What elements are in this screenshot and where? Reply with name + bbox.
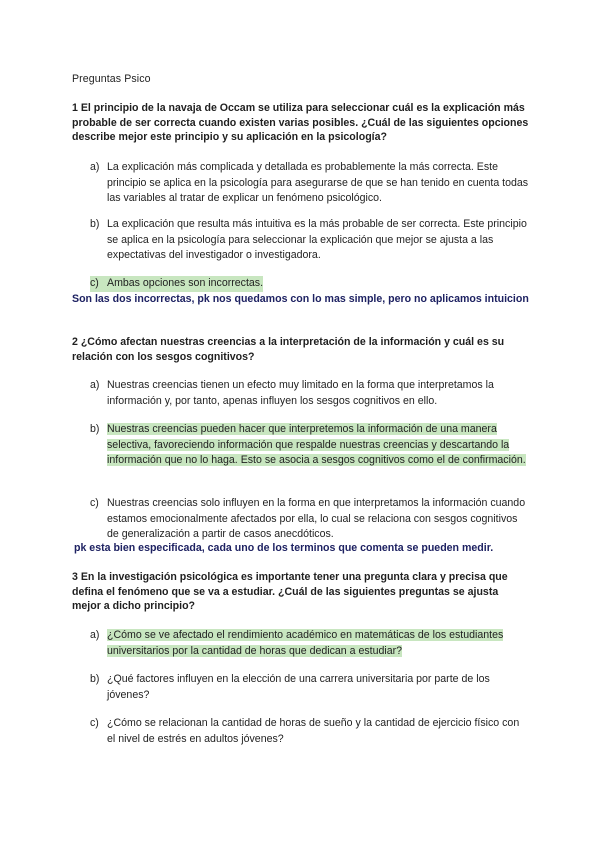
q1-answer-comment: Son las dos incorrectas, pk nos quedamos con lo mas simple, pero no aplicamos intuicion — [72, 293, 529, 305]
option-marker: c) — [90, 277, 99, 289]
q2-option-a — [90, 378, 530, 409]
option-text: Nuestras creencias solo influyen en la forma en que interpretamos la información cuando estamos emocionalmente afectados por ella, lo cual se relaciona con sesgos cognitivos de generalización a partir de casos anecdóticos. — [107, 497, 526, 541]
option-text: La explicación que resulta más intuitiva es la más probable de ser correcta. Este principio se aplica en la psicología para seleccionar la explicación que mejor se ajusta a las expectativas del investigador o investigadora. — [107, 218, 527, 262]
option-text — [107, 422, 530, 469]
q1-option-b — [90, 217, 530, 264]
option-text: ¿Cómo se relacionan la cantidad de horas de sueño y la cantidad de ejercicio físico con el nivel de estrés en adultos jóvenes? — [107, 717, 520, 745]
q3-option-c — [90, 716, 530, 747]
q3-option-a-highlight: ¿Cómo se ve afectado el rendimiento académico en matemáticas de los estudiantes universitarios por la cantidad de horas que dedican a estudiar? — [107, 629, 504, 657]
option-text — [107, 628, 530, 659]
q2-answer-comment: pk esta bien especificada, cada uno de los terminos que comenta se pueden medir. — [74, 542, 494, 554]
q1-option-c — [90, 276, 530, 292]
question-1: 1 El principio de la navaja de Occam se utiliza para seleccionar cuál es la explicación más probable de ser correcta cuando existen varias posibles. ¿Cuál de las siguientes opciones describe mejor este principio y su aplicación en la psicología? — [72, 102, 529, 143]
q2-option-b-highlight: Nuestras creencias pueden hacer que interpretemos la información de una manera selectiva, favoreciendo información que respalde nuestras creencias y descartando la información que no lo haga. Esto se asocia a sesgos cognitivos como el de confirmación. — [107, 423, 526, 467]
option-text: Nuestras creencias tienen un efecto muy limitado en la forma que interpretamos la información y, por tanto, apenas influyen los sesgos cognitivos en ello. — [107, 379, 494, 407]
option-marker: a) — [90, 379, 100, 391]
option-text: La explicación más complicada y detallada es probablemente la más correcta. Este principio se aplica en la psicología para asegurarse de que se han tenido en cuenta todas las variables al tratar de explicar un fenómeno psicológico. — [107, 161, 529, 205]
option-marker: a) — [90, 161, 100, 173]
option-marker: b) — [90, 218, 100, 230]
document-title: Preguntas Psico — [72, 73, 151, 85]
q1-option-a — [90, 160, 530, 207]
q3-option-a — [90, 628, 530, 659]
option-marker: b) — [90, 423, 100, 435]
option-marker: c) — [90, 497, 99, 509]
q2-option-b — [90, 422, 530, 469]
option-text: ¿Qué factores influyen en la elección de una carrera universitaria por parte de los jóvenes? — [107, 673, 490, 701]
option-marker: c) — [90, 717, 99, 729]
q1-option-c-highlight — [90, 276, 263, 292]
q2-option-c — [90, 496, 530, 543]
option-marker: a) — [90, 629, 100, 641]
option-text: Ambas opciones son incorrectas. — [107, 277, 264, 289]
q3-option-b — [90, 672, 530, 703]
question-2: 2 ¿Cómo afectan nuestras creencias a la interpretación de la información y cuál es su relación con los sesgos cognitivos? — [72, 336, 505, 363]
question-3: 3 En la investigación psicológica es importante tener una pregunta clara y precisa que defina el fenómeno que se va a estudiar. ¿Cuál de las siguientes preguntas se ajusta mejor a dicho principio? — [72, 571, 508, 612]
option-marker: b) — [90, 673, 100, 685]
